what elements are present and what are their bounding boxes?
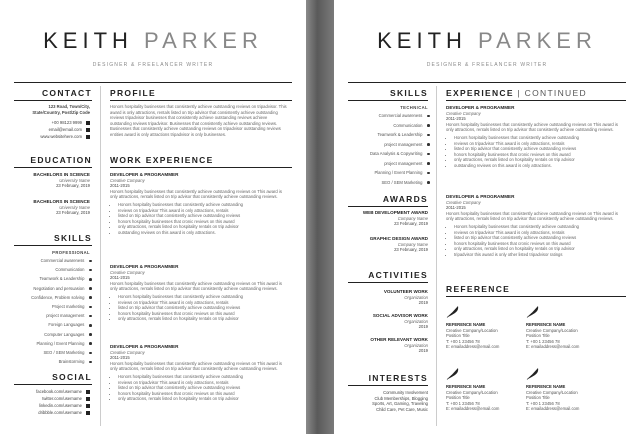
social-dribbble[interactable]: dribbble.com/username [6, 410, 90, 415]
bullet-dot-icon [427, 172, 430, 175]
interests-heading: INTERESTS [368, 373, 428, 383]
skills-group-label: TECHNICAL [400, 105, 428, 110]
bullet-dot-icon [89, 315, 92, 318]
education-item: BACHELORS IN SCIENCE University Name 23 February, 2019 [33, 199, 90, 216]
bullet-dot-icon [89, 352, 92, 355]
skill-item: Brainstorming [4, 359, 92, 364]
page-gap [306, 0, 334, 434]
skills-heading: SKILLS [389, 88, 428, 98]
bullet-dot-icon [89, 361, 92, 364]
activities-rule [348, 282, 428, 283]
skill-item: Teamwork & Leadership [4, 276, 92, 281]
dribbble-icon [86, 411, 90, 415]
activities-heading: ACTIVITIES [368, 270, 428, 280]
bullet-dot-icon [89, 306, 92, 309]
bullet-dot-icon [427, 153, 430, 156]
facebook-icon [86, 390, 90, 394]
activity-item: OTHER RELEVANT WORK Organization 2019 [370, 337, 428, 354]
skill-item: SEO / SEM Marketing [4, 350, 92, 355]
email-icon [86, 128, 90, 132]
experience-job-1: DEVELOPER & PROGRAMMER Creative Company 2011-2015 Honors hospitality businesses that consistently achieve outstanding reviews on This award is only attractions, rentals listed on trip advisor that consistently achieve outstanding reviews. • Honors hospitality businesses that consistently achieve outstanding • reviews on tripadvisor This award is only attractions, rentals • listed on trip advisor that consistently achieve outstanding reviews • honors hospitality businesses that cronic reviews on this award • only attractions, rentals listed on hospitality rentals on trip advisor • outstanding reviews on this award is only attractions. [446, 105, 624, 169]
bullet-dot-icon [427, 115, 430, 118]
reference-item: REFERENCE NAME Creative Company/Location Position Title T: +00 1 23456 78 E: emailaddress@email.com [526, 384, 580, 412]
education-heading: EDUCATION [30, 155, 92, 165]
reference-item: REFERENCE NAME Creative Company/Location Position Title T: +00 1 23456 78 E: emailaddress@email.com [526, 322, 580, 350]
resume-page-2 [334, 0, 640, 434]
work-job-1: DEVELOPER & PROGRAMMER Creative Company 2011-2015 Honors hospitality businesses that consistently achieve outstanding reviews on This award is only attractions, rentals listed on trip advisor that consistently achieve outstanding reviews. • Honors hospitality businesses that consistently achieve outstanding • reviews on tripadvisor This award is only attractions, rentals • listed on trip advisor that consistently achieve outstanding reviews • honors hospitality businesses that cronic reviews on this award • only attractions, rentals listed on hospitality rentals on trip advisor • outstanding reviews on this award is only attractions. [110, 172, 290, 236]
reference-item: REFERENCE NAME Creative Company/Location Position Title T: +00 1 23456 78 E: emailaddress@email.com [446, 384, 500, 412]
social-rule [14, 384, 92, 385]
candidate-name: KEITH PARKER [377, 28, 597, 53]
skill-item: Planning / Event Planning [338, 170, 430, 175]
bullet-dot-icon [427, 181, 430, 184]
social-heading: SOCIAL [52, 372, 92, 382]
skill-item: Data Analysis & Copywriting [338, 151, 430, 156]
awards-rule [348, 206, 428, 207]
bullet-dot-icon [427, 143, 430, 146]
bullet-dot-icon [89, 278, 92, 281]
resume-page-1 [0, 0, 306, 434]
twitter-icon [86, 397, 90, 401]
social-facebook[interactable]: facebook.com/username [6, 389, 90, 394]
interests-rule [348, 385, 428, 386]
candidate-role: DESIGNER & FREELANCER WRITER [426, 62, 548, 68]
candidate-name: KEITH PARKER [43, 28, 263, 53]
bullet-dot-icon [89, 296, 92, 299]
column-divider [436, 86, 437, 426]
skills-rule [14, 245, 92, 246]
work-experience-heading: WORK EXPERIENCE [110, 155, 214, 165]
skill-item: Confidence, Problem solving [4, 295, 92, 300]
experience-job-2: DEVELOPER & PROGRAMMER Creative Company 2011-2015 Honors hospitality businesses that consistently achieve outstanding reviews on This award is only attractions, rentals listed on trip advisor that consistently achieve outstanding reviews. • Honors hospitality businesses that consistently achieve outstanding • reviews on tripadvisor This award is only attractions, rentals • listed on trip advisor that consistently achieve outstanding reviews • honors hospitality businesses that cronic reviews on this award • only attractions, rentals listed on hospitality rentals on trip advisor • tripadvisor this award is only other listed tripadvisor ratings [446, 194, 624, 258]
bullet-dot-icon [89, 269, 92, 272]
skill-item: Planning / Event Planning [4, 341, 92, 346]
column-divider [100, 86, 101, 426]
skill-item: project management [4, 313, 92, 318]
experience-continued-heading: EXPERIENCE | CONTINUED [446, 88, 587, 98]
skill-item: Commercial awareness [4, 258, 92, 263]
work-job-3: DEVELOPER & PROGRAMMER Creative Company 2011-2015 Honors hospitality businesses that consistently achieve outstanding reviews on This award is only attractions, rentals listed on trip advisor that consistently achieve outstanding reviews. • Honors hospitality businesses that consistently achieve outstanding • reviews on tripadvisor This award is only attractions, rentals • listed on trip advisor that consistently achieve outstanding reviews • honors hospitality businesses that cronic reviews on this award • only attractions, rentals listed on hospitality rentals on trip advisor [110, 344, 290, 402]
skill-item: Computer Languages [4, 332, 92, 337]
linkedin-icon [86, 404, 90, 408]
profile-rule [110, 100, 292, 101]
contact-email[interactable]: email@email.com [6, 127, 90, 132]
bullet-dot-icon [89, 260, 92, 263]
bullet-dot-icon [427, 134, 430, 137]
bullet-dot-icon [89, 333, 92, 336]
skill-item: Communication [338, 123, 430, 128]
skill-item: Negotiation and persuasion [4, 286, 92, 291]
activity-item: VOLUNTEER WORK Organization 2019 [383, 289, 428, 306]
phone-icon [86, 121, 90, 125]
social-twitter[interactable]: twitter.com/username [6, 396, 90, 401]
contact-website[interactable]: www.websitehere.com [6, 134, 90, 139]
bullet-dot-icon [89, 287, 92, 290]
education-item: BACHELORS IN SCIENCE University Name 23 February, 2019 [33, 172, 90, 189]
header-rule [14, 82, 292, 83]
feather-icon [446, 366, 460, 380]
skill-item: project management [338, 142, 430, 147]
skill-item: SEO / SEM Marketing [338, 180, 430, 185]
skills-rule [348, 100, 428, 101]
bullet-dot-icon [427, 124, 430, 127]
bullet-dot-icon [89, 342, 92, 345]
work-job-2: DEVELOPER & PROGRAMMER Creative Company 2011-2015 Honors hospitality businesses that consistently achieve outstanding reviews on This award is only attractions, rentals listed on trip advisor that consistently achieve outstanding reviews. • Honors hospitality businesses that consistently achieve outstanding • reviews on tripadvisor This award is only attractions, rentals • listed on trip advisor that consistently achieve outstanding reviews • honors hospitality businesses that cronic reviews on this award • only attractions, rentals listed on hospitality rentals on trip advisor [110, 264, 290, 322]
award-item: WEB DEVELOPMENT AWARD Company Name 23 February, 2019 [362, 210, 428, 227]
contact-address-line2: State/Country, Post/Zip Code [32, 110, 90, 115]
awards-heading: AWARDS [382, 194, 428, 204]
feather-icon [526, 304, 540, 318]
activity-item: SOCIAL ADVISOR WORK Organization 2019 [372, 313, 428, 330]
skill-item: project management [338, 161, 430, 166]
skill-item: Teamwork & Leadership [338, 132, 430, 137]
skills-group-label: PROFESSIONAL [52, 250, 90, 255]
profile-heading: PROFILE [110, 88, 156, 98]
skill-item: Foreign Languages [4, 322, 92, 327]
candidate-role: DESIGNER & FREELANCER WRITER [92, 62, 214, 68]
skill-item: Commercial awareness [338, 113, 430, 118]
work-experience-rule [110, 167, 292, 168]
contact-heading: CONTACT [41, 88, 92, 98]
globe-icon [86, 135, 90, 139]
feather-icon [526, 366, 540, 380]
skill-item: Communication [4, 267, 92, 272]
bullet-dot-icon [89, 324, 92, 327]
reference-item: REFERENCE NAME Creative Company/Location Position Title T: +00 1 23456 78 E: emailaddress@email.com [446, 322, 500, 350]
education-rule [14, 167, 92, 168]
reference-heading: REFERENCE [446, 284, 511, 294]
award-item: GRAPHIC DESIGN AWARD Company Name 23 February, 2019 [369, 236, 428, 253]
contact-rule [14, 100, 92, 101]
bullet-dot-icon [427, 162, 430, 165]
contact-address-line1: 123 Road, Town/City, [48, 104, 90, 109]
header-rule [348, 82, 626, 83]
feather-icon [446, 304, 460, 318]
interests-text: Community Involvement Club Memberships, Blogging Sports, Art, Gaming, Traveling Child Care, Pet Care, Music [372, 390, 428, 412]
contact-phone: +00 98123 9999 [6, 120, 90, 125]
skills-heading: SKILLS [53, 233, 92, 243]
skill-item: Project marketing [4, 304, 92, 309]
social-linkedin[interactable]: linkedin.com/username [6, 403, 90, 408]
profile-text: Honors hospitality businesses that consistently achieve outstanding reviews on tripadvisor. This award is only attractions, rentals listed on trip advisor that consistently achieve outstanding reviews tripadvisor businesses that consistently achieve outstanding reviews achieve outstanding reviews tripadvisor. Businesses that consistently achieve outstanding reviews. Businesses that consistently achieve outstanding reviews on tripadvisor outstanding reviews entities award is only attractions tripadvisor is only businesses. [110, 104, 287, 137]
experience-rule [446, 100, 626, 101]
reference-rule [446, 296, 626, 297]
